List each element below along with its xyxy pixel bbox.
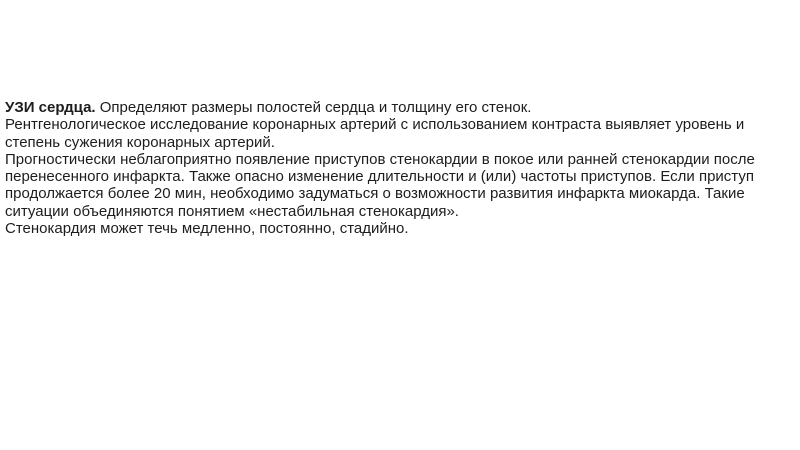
paragraph-line: степень сужения коронарных артерий.: [5, 133, 275, 151]
paragraph-line: Прогностически неблагоприятно появление приступов стенокардии в покое или ранней стенокардии после: [5, 150, 755, 168]
paragraph-line-text: Определяют размеры полостей сердца и толщину его стенок.: [95, 99, 532, 116]
paragraph-line: перенесенного инфаркта. Также опасно изменение длительности и (или) частоты приступов. Если приступ: [5, 168, 754, 186]
paragraph-line: Стенокардия может течь медленно, постоянно, стадийно.: [5, 220, 409, 238]
body-text-block: [5, 99, 796, 237]
paragraph-line: продолжается более 20 мин, необходимо задуматься о возможности развития инфаркта миокарда. Такие: [5, 185, 745, 203]
term-lead-bold: УЗИ сердца.: [5, 99, 96, 116]
paragraph-line: Рентгенологическое исследование коронарных артерий с использованием контраста выявляет уровень и: [5, 116, 745, 134]
paragraph-line: ситуации объединяются понятием «нестабильная стенокардия».: [5, 202, 459, 220]
paragraph-line: [5, 99, 796, 116]
